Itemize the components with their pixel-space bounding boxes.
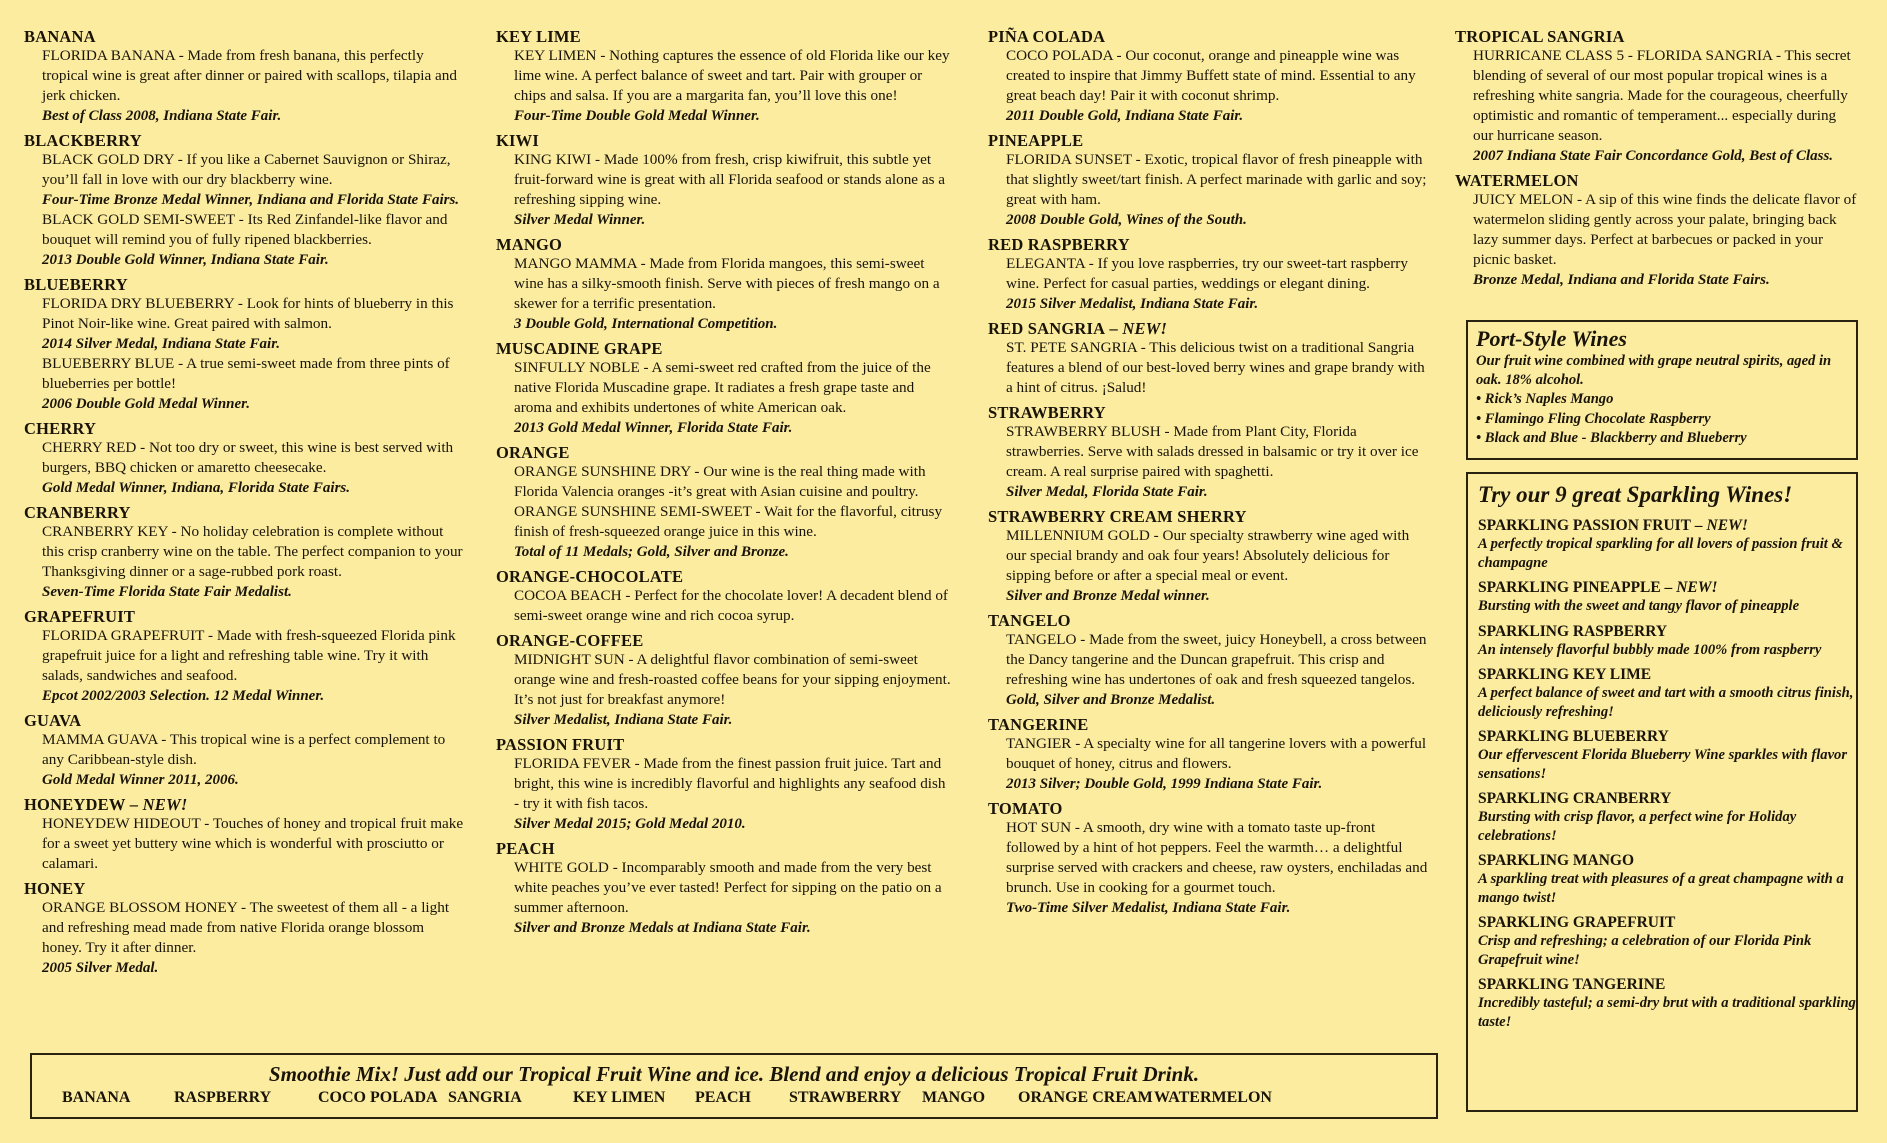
category-heading: MANGO <box>496 235 563 254</box>
new-badge: – NEW! <box>125 795 188 814</box>
wine-entry <box>496 858 954 938</box>
wine-section <box>24 879 464 978</box>
category-heading: BANANA <box>24 27 96 46</box>
wine-entry <box>24 46 464 126</box>
wine-section <box>988 131 1428 230</box>
wine-description: CHERRY RED - Not too dry or sweet, this wine is best served with burgers, BBQ chicken or amaretto cheesecake. <box>42 439 454 476</box>
wine-description: MILLENNIUM GOLD - Our specialty strawberry wine aged with our special brandy and oak four years! Absolutely delicious for sipping before or after a special meal or event. <box>1006 527 1410 584</box>
wine-entry <box>496 254 954 334</box>
wine-section <box>24 27 464 126</box>
port-style-box <box>1466 320 1858 460</box>
smoothie-flavor: STRAWBERRY <box>789 1089 902 1106</box>
wine-entry <box>988 254 1428 314</box>
wine-entry <box>988 630 1428 710</box>
wine-section <box>496 735 954 834</box>
sparkling-description: A perfectly tropical sparkling for all lovers of passion fruit & champagne <box>1478 536 1843 571</box>
award-text: Silver Medal, Florida State Fair. <box>1006 484 1208 500</box>
category-heading: GUAVA <box>24 711 82 730</box>
award-text: Seven-Time Florida State Fair Medalist. <box>42 584 292 600</box>
wine-section <box>24 795 464 874</box>
category-heading: RED SANGRIA – NEW! <box>988 319 1168 338</box>
wine-entry <box>24 150 464 210</box>
smoothie-flavor: COCO POLADA <box>318 1089 438 1106</box>
category-heading: ORANGE-CHOCOLATE <box>496 567 684 586</box>
sparkling-name: SPARKLING KEY LIME <box>1478 666 1652 683</box>
wine-entry <box>24 294 464 354</box>
sparkling-description: An intensely flavorful bubbly made 100% from raspberry <box>1478 641 1822 658</box>
wine-section <box>988 403 1428 502</box>
category-heading: CHERRY <box>24 419 97 438</box>
wine-entry <box>1455 190 1860 290</box>
wine-description: KEY LIMEN - Nothing captures the essence of old Florida like our key lime wine. A perfect balance of sweet and tart. Pair with grouper or chips and salsa. If you are a margarita fan, you’ll love this one! <box>514 47 950 104</box>
smoothie-flavor: KEY LIMEN <box>573 1089 666 1106</box>
sparkling-description: Incredibly tasteful; a semi-dry brut with a traditional sparkling taste! <box>1478 995 1856 1030</box>
wine-description: FLORIDA SUNSET - Exotic, tropical flavor of fresh pineapple with that slightly sweet/tart finish. A perfect marinade with garlic and soy; great with ham. <box>1006 151 1427 208</box>
wine-entry <box>24 210 464 270</box>
wine-entry <box>988 46 1428 126</box>
sparkling-name: SPARKLING CRANBERRY <box>1478 790 1672 807</box>
sparkling-name: SPARKLING BLUEBERRY <box>1478 728 1669 745</box>
smoothie-flavor-list <box>32 1087 1436 1109</box>
category-heading: STRAWBERRY CREAM SHERRY <box>988 507 1247 526</box>
port-title: Port-Style Wines <box>1476 326 1627 351</box>
category-heading: PASSION FRUIT <box>496 735 625 754</box>
smoothie-flavor: MANGO <box>922 1089 986 1106</box>
wine-description: BLACK GOLD SEMI-SWEET - Its Red Zinfandel-like flavor and bouquet will remind you of fully ripened blackberries. <box>42 211 448 248</box>
wine-entry <box>24 522 464 602</box>
category-heading: ORANGE <box>496 443 570 462</box>
sparkling-description: Bursting with the sweet and tangy flavor of pineapple <box>1478 598 1800 614</box>
new-badge: – NEW! <box>1105 319 1168 338</box>
port-item: • Flamingo Fling Chocolate Raspberry <box>1476 410 1711 427</box>
wine-entry <box>496 358 954 438</box>
column-4 <box>1455 22 1860 290</box>
new-badge: – NEW! <box>1691 517 1748 534</box>
award-text: Silver Medal Winner. <box>514 212 646 228</box>
smoothie-flavor: BANANA <box>62 1089 131 1106</box>
wine-section <box>24 275 464 414</box>
wine-entry <box>24 354 464 414</box>
column-2 <box>496 22 954 938</box>
wine-description: HURRICANE CLASS 5 - FLORIDA SANGRIA - This secret blending of several of our most popular tropical wines is a refreshing white sangria. Made for the courageous, cheerfully optimistic and romantic of temperament... especially during our hurricane season. <box>1473 47 1851 144</box>
category-heading: WATERMELON <box>1455 171 1579 190</box>
wine-section <box>24 131 464 270</box>
award-text: 2006 Double Gold Medal Winner. <box>42 396 250 412</box>
category-heading: CRANBERRY <box>24 503 131 522</box>
wine-description: MAMMA GUAVA - This tropical wine is a perfect complement to any Caribbean-style dish. <box>42 731 446 768</box>
award-text: Total of 11 Medals; Gold, Silver and Bronze. <box>514 544 789 560</box>
wine-description: HONEYDEW HIDEOUT - Touches of honey and tropical fruit make for a sweet yet buttery wine which is wonderful with prosciutto or calamari. <box>42 815 464 872</box>
column-3 <box>988 22 1428 918</box>
wine-description: FLORIDA GRAPEFRUIT - Made with fresh-squeezed Florida pink grapefruit juice for a light and refreshing table wine. Try it with salads, sandwiches and seafood. <box>42 627 456 684</box>
sparkling-description: A perfect balance of sweet and tart with a smooth citrus finish, deliciously refreshing! <box>1478 685 1854 720</box>
wine-entry <box>496 754 954 834</box>
award-text: 3 Double Gold, International Competition. <box>514 316 778 332</box>
wine-description: BLACK GOLD DRY - If you like a Cabernet Sauvignon or Shiraz, you’ll fall in love with our dry blackberry wine. <box>42 151 451 188</box>
sparkling-title: Try our 9 great Sparkling Wines! <box>1478 482 1793 507</box>
smoothie-flavor: SANGRIA <box>448 1089 522 1106</box>
smoothie-title: Smoothie Mix! Just add our Tropical Fruit Wine and ice. Blend and enjoy a delicious Tropical Fruit Drink. <box>268 1062 1200 1086</box>
award-text: 2005 Silver Medal. <box>42 960 159 976</box>
wine-entry <box>988 422 1428 502</box>
award-text: Silver Medalist, Indiana State Fair. <box>514 712 733 728</box>
category-heading: ORANGE-COFFEE <box>496 631 644 650</box>
column-1 <box>24 22 464 978</box>
award-text: Epcot 2002/2003 Selection. 12 Medal Winner. <box>42 688 325 704</box>
wine-section <box>988 27 1428 126</box>
category-heading: MUSCADINE GRAPE <box>496 339 663 358</box>
award-text: Gold Medal Winner, Indiana, Florida State Fairs. <box>42 480 350 496</box>
smoothie-flavor: PEACH <box>695 1089 751 1106</box>
sparkling-description: Crisp and refreshing; a celebration of our Florida Pink Grapefruit wine! <box>1478 933 1812 968</box>
sparkling-name: SPARKLING MANGO <box>1478 852 1635 869</box>
wine-entry <box>24 626 464 706</box>
wine-section <box>496 443 954 562</box>
wine-section <box>496 131 954 230</box>
wine-entry <box>496 502 954 562</box>
wine-entry <box>988 818 1428 918</box>
award-text: 2007 Indiana State Fair Concordance Gold, Best of Class. <box>1473 148 1834 164</box>
wine-entry <box>24 814 464 874</box>
category-heading: TANGERINE <box>988 715 1089 734</box>
smoothie-flavor: WATERMELON <box>1154 1089 1272 1106</box>
wine-description: SINFULLY NOBLE - A semi-sweet red crafted from the juice of the native Florida Muscadine grape. It radiates a fresh grape taste and aroma and exhibits undertones of white American oak. <box>514 359 931 416</box>
wine-section <box>24 607 464 706</box>
wine-description: MANGO MAMMA - Made from Florida mangoes, this semi-sweet wine has a silky-smooth finish. Serve with pieces of fresh mango on a skewer for a terrific presentation. <box>514 255 940 312</box>
port-description: Our fruit wine combined with grape neutral spirits, aged in oak. 18% alcohol. <box>1476 353 1832 388</box>
wine-section <box>24 711 464 790</box>
award-text: 2015 Silver Medalist, Indiana State Fair. <box>1006 296 1259 312</box>
wine-section <box>988 235 1428 314</box>
wine-entry <box>496 150 954 230</box>
wine-description: FLORIDA BANANA - Made from fresh banana, this perfectly tropical wine is great after dinner or paired with scallops, tilapia and jerk chicken. <box>42 47 457 104</box>
wine-description: COCO POLADA - Our coconut, orange and pineapple wine was created to inspire that Jimmy Buffett state of mind. Essential to any great beach day! Pair it with coconut shrimp. <box>1006 47 1416 104</box>
wine-entry <box>496 586 954 626</box>
sparkling-description: Our effervescent Florida Blueberry Wine sparkles with flavor sensations! <box>1478 747 1848 782</box>
smoothie-flavor: RASPBERRY <box>174 1089 272 1106</box>
wine-entry <box>496 46 954 126</box>
wine-section <box>988 319 1428 398</box>
wine-description: STRAWBERRY BLUSH - Made from Plant City, Florida strawberries. Serve with salads dressed in balsamic or try it over ice cream. A real surprise paired with spaghetti. <box>1006 423 1419 480</box>
sparkling-description: A sparkling treat with pleasures of a great champagne with a mango twist! <box>1478 871 1844 906</box>
sparkling-description: Bursting with crisp flavor, a perfect wine for Holiday celebrations! <box>1478 809 1797 844</box>
wine-section <box>496 567 954 626</box>
wine-description: COCOA BEACH - Perfect for the chocolate lover! A decadent blend of semi-sweet orange wine and rich cocoa syrup. <box>514 587 948 624</box>
award-text: Silver and Bronze Medal winner. <box>1006 588 1210 604</box>
category-heading: BLUEBERRY <box>24 275 128 294</box>
award-text: 2008 Double Gold, Wines of the South. <box>1006 212 1247 228</box>
wine-description: FLORIDA FEVER - Made from the finest passion fruit juice. Tart and bright, this wine is incredibly flavorful and highlights any seafood dish - try it with fish tacos. <box>514 755 946 812</box>
sparkling-name: SPARKLING PINEAPPLE – NEW! <box>1478 579 1718 596</box>
category-heading: HONEY <box>24 879 86 898</box>
award-text: 2013 Silver; Double Gold, 1999 Indiana State Fair. <box>1006 776 1323 792</box>
sparkling-name: SPARKLING TANGERINE <box>1478 976 1666 993</box>
category-heading: PINEAPPLE <box>988 131 1084 150</box>
wine-section <box>24 503 464 602</box>
wine-description: JUICY MELON - A sip of this wine finds the delicate flavor of watermelon sliding gently across your palate, bringing back lazy summer days. Perfect at barbecues or packed in your picnic basket. <box>1473 191 1857 268</box>
award-text: Four-Time Bronze Medal Winner, Indiana and Florida State Fairs. <box>42 192 460 208</box>
port-item: • Rick’s Naples Mango <box>1476 391 1614 407</box>
port-item: • Black and Blue - Blackberry and Blueberry <box>1476 430 1747 446</box>
wine-description: BLUEBERRY BLUE - A true semi-sweet made from three pints of blueberries per bottle! <box>42 355 450 392</box>
award-text: 2011 Double Gold, Indiana State Fair. <box>1006 108 1244 124</box>
wine-description: ORANGE BLOSSOM HONEY - The sweetest of them all - a light and refreshing mead made from native Florida orange blossom honey. Try it after dinner. <box>42 899 450 956</box>
award-text: Silver and Bronze Medals at Indiana State Fair. <box>514 920 811 936</box>
wine-section <box>496 235 954 334</box>
wine-entry <box>988 526 1428 606</box>
wine-description: TANGIER - A specialty wine for all tangerine lovers with a powerful bouquet of honey, citrus and flowers. <box>1006 735 1427 772</box>
wine-section <box>496 631 954 730</box>
sparkling-name: SPARKLING RASPBERRY <box>1478 622 1668 640</box>
sparkling-name: SPARKLING GRAPEFRUIT <box>1478 914 1676 931</box>
wine-entry <box>496 462 954 502</box>
award-text: Best of Class 2008, Indiana State Fair. <box>42 108 282 124</box>
category-heading: BLACKBERRY <box>24 131 142 150</box>
wine-section <box>496 839 954 938</box>
wine-section <box>988 715 1428 794</box>
award-text: Bronze Medal, Indiana and Florida State Fairs. <box>1473 272 1770 288</box>
wine-description: KING KIWI - Made 100% from fresh, crisp kiwifruit, this subtle yet fruit-forward wine is great with all Florida seafood or stands alone as a refreshing sipping wine. <box>514 151 946 208</box>
category-heading: TANGELO <box>988 611 1071 630</box>
award-text: Gold, Silver and Bronze Medalist. <box>1006 692 1216 708</box>
category-heading: PEACH <box>496 839 555 858</box>
wine-description: HOT SUN - A smooth, dry wine with a tomato taste up-front followed by a hint of hot peppers. Feel the warmth… a delightful surprise served with crackers and cheese, raw oysters, enchiladas and brunch. Use in cooking for a gourmet touch. <box>1006 819 1428 896</box>
wine-entry <box>496 650 954 730</box>
category-heading: TROPICAL SANGRIA <box>1455 27 1625 46</box>
sparkling-list <box>1478 516 1856 1031</box>
award-text: Four-Time Double Gold Medal Winner. <box>514 108 760 124</box>
wine-description: ORANGE SUNSHINE DRY - Our wine is the real thing made with Florida Valencia oranges -it’s great with Asian cuisine and poultry. <box>514 463 926 500</box>
wine-entry <box>988 150 1428 230</box>
wine-section <box>24 419 464 498</box>
category-heading: RED RASPBERRY <box>988 235 1130 254</box>
wine-section <box>496 339 954 438</box>
smoothie-banner <box>30 1053 1438 1119</box>
wine-entry <box>1455 46 1860 166</box>
wine-entry <box>24 898 464 978</box>
category-heading: KEY LIME <box>496 27 581 46</box>
category-heading: HONEYDEW – NEW! <box>24 795 188 814</box>
award-text: Silver Medal 2015; Gold Medal 2010. <box>514 816 746 832</box>
wine-section <box>1455 171 1860 290</box>
wine-section <box>496 27 954 126</box>
wine-section <box>988 507 1428 606</box>
wine-entry <box>988 734 1428 794</box>
smoothie-flavor: ORANGE CREAM <box>1018 1089 1153 1106</box>
wine-section <box>988 611 1428 710</box>
category-heading: GRAPEFRUIT <box>24 607 136 626</box>
wine-description: ORANGE SUNSHINE SEMI-SWEET - Wait for the flavorful, citrusy finish of fresh-squeezed orange juice in this wine. <box>514 503 943 540</box>
award-text: Gold Medal Winner 2011, 2006. <box>42 772 239 788</box>
wine-description: ST. PETE SANGRIA - This delicious twist on a traditional Sangria features a blend of our best-loved berry wines and grape brandy with a hint of citrus. ¡Salud! <box>1006 339 1425 396</box>
category-heading: STRAWBERRY <box>988 403 1106 422</box>
category-heading: KIWI <box>496 131 539 150</box>
sparkling-wines-box <box>1466 472 1858 1112</box>
category-heading: PIÑA COLADA <box>988 27 1106 46</box>
wine-description: TANGELO - Made from the sweet, juicy Honeybell, a cross between the Dancy tangerine and the Duncan grapefruit. This crisp and refreshing wine has undertones of oak and fresh squeezed tangelos. <box>1006 631 1427 688</box>
new-badge: – NEW! <box>1660 579 1718 596</box>
wine-section <box>1455 27 1860 166</box>
award-text: 2013 Double Gold Winner, Indiana State Fair. <box>42 252 329 268</box>
wine-description: CRANBERRY KEY - No holiday celebration is complete without this crisp cranberry wine on the table. The perfect companion to your Thanksgiving dinner or a sage-rubbed pork roast. <box>42 523 463 580</box>
award-text: 2014 Silver Medal, Indiana State Fair. <box>42 336 280 352</box>
sparkling-name: SPARKLING PASSION FRUIT – NEW! <box>1478 517 1748 534</box>
award-text: Two-Time Silver Medalist, Indiana State Fair. <box>1006 900 1291 916</box>
wine-description: FLORIDA DRY BLUEBERRY - Look for hints of blueberry in this Pinot Noir-like wine. Great paired with salmon. <box>42 295 454 332</box>
wine-entry <box>24 730 464 790</box>
wine-description: ELEGANTA - If you love raspberries, try our sweet-tart raspberry wine. Perfect for casual parties, weddings or elegant dining. <box>1006 255 1408 292</box>
wine-description: WHITE GOLD - Incomparably smooth and made from the very best white peaches you’ve ever tasted! Perfect for sipping on the patio on a summer afternoon. <box>514 859 942 916</box>
wine-entry <box>988 338 1428 398</box>
wine-entry <box>24 438 464 498</box>
wine-section <box>988 799 1428 918</box>
wine-description: MIDNIGHT SUN - A delightful flavor combination of semi-sweet orange wine and fresh-roasted coffee beans for your sipping enjoyment. It’s not just for breakfast anymore! <box>514 651 951 708</box>
award-text: 2013 Gold Medal Winner, Florida State Fair. <box>514 420 793 436</box>
category-heading: TOMATO <box>988 799 1063 818</box>
